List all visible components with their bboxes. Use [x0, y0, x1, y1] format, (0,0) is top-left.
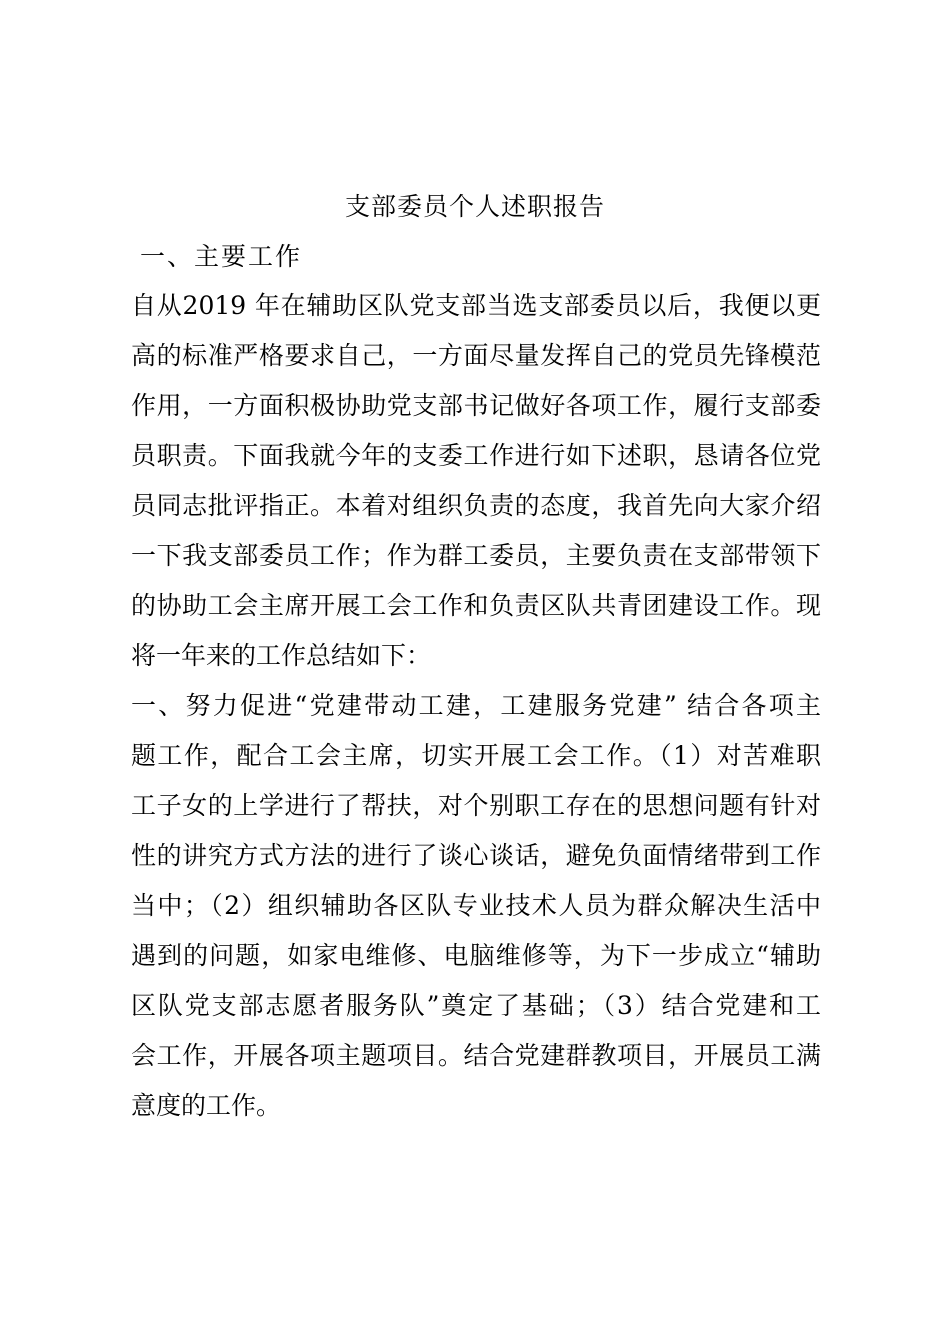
- paragraph-intro: [131, 281, 821, 681]
- text-line: 题工作，配合工会主席，切实开展工会工作。（1）对苦难职: [131, 741, 821, 770]
- text-line: 意度的工作。: [131, 1091, 282, 1120]
- text-line: 区队党支部志愿者服务队”奠定了基础；（3）结合党建和工: [131, 991, 821, 1020]
- text-line: 员职责。下面我就今年的支委工作进行如下述职，恳请各位党: [131, 441, 821, 470]
- text-line: 高的标准严格要求自己，一方面尽量发挥自己的党员先锋模范: [131, 341, 821, 370]
- text-line: 将一年来的工作总结如下：: [131, 641, 432, 670]
- section-heading: 一、主要工作: [140, 242, 303, 271]
- text-line: 的协助工会主席开展工会工作和负责区队共青团建设工作。现: [131, 591, 821, 620]
- text-line: 一下我支部委员工作；作为群工委员，主要负责在支部带领下: [131, 541, 821, 570]
- paragraph-item-one: [131, 681, 821, 1131]
- text-line: 作用，一方面积极协助党支部书记做好各项工作，履行支部委: [131, 391, 821, 420]
- text-line: 工子女的上学进行了帮扶，对个别职工存在的思想问题有针对: [131, 791, 821, 820]
- text-line: 当中；（2）组织辅助各区队专业技术人员为群众解决生活中: [131, 891, 821, 920]
- text-line: 性的讲究方式方法的进行了谈心谈话，避免负面情绪带到工作: [131, 841, 821, 870]
- text-line: 会工作，开展各项主题项目。结合党建群教项目，开展员工满: [131, 1041, 821, 1070]
- text-line: 自从2019 年在辅助区队党支部当选支部委员以后，我便以更: [131, 291, 821, 320]
- text-line: 遇到的问题，如家电维修、电脑维修等，为下一步成立“辅助: [131, 941, 821, 970]
- text-line: 一、努力促进“党建带动工建，工建服务党建” 结合各项主: [131, 691, 821, 720]
- text-line: 员同志批评指正。本着对组织负责的态度，我首先向大家介绍: [131, 491, 821, 520]
- document-title: 支部委员个人述职报告: [344, 192, 605, 221]
